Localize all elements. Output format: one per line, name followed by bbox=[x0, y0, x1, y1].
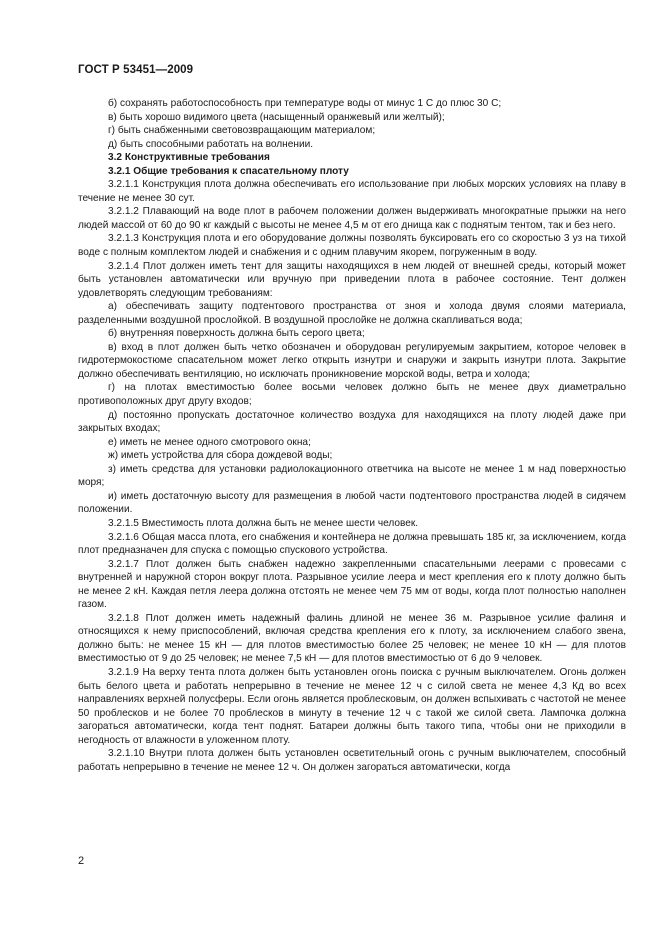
paragraph: 3.2.1.2 Плавающий на воде плот в рабочем положении должен выдерживать многократные прыжки на него людей массой от 60 до 90 кг каждый с высоты не менее 4,5 м от его днища как с поднятым тентом, так и без него. bbox=[78, 206, 626, 231]
document-header: ГОСТ Р 53451—2009 bbox=[78, 64, 194, 76]
paragraph: в) быть хорошо видимого цвета (насыщенный оранжевый или желтый); bbox=[108, 111, 445, 123]
paragraph: 3.2.1.4 Плот должен иметь тент для защиты находящихся в нем людей от внешней среды, который может быть установлен автоматически или вручную при приведении плота в рабочее состояние. Тент должен удовлетворять следующим требованиям: bbox=[78, 260, 626, 299]
paragraph: в) вход в плот должен быть четко обозначен и оборудован регулируемым закрытием, которое человек в гидротермокостюме спасательном может легко открыть изнутри и снаружи и закрыть изнутри плота. Закрытие должно обеспечивать вентиляцию, но исключать проникновение морской воды, ветра и холода; bbox=[78, 341, 626, 380]
paragraph: з) иметь средства для установки радиолокационного ответчика на высоте не менее 1 м над поверхностью моря; bbox=[78, 463, 626, 489]
subsection-heading: 3.2.1 Общие требования к спасательному плоту bbox=[108, 165, 349, 177]
paragraph: 3.2.1.9 На верху тента плота должен быть установлен огонь поиска с ручным выключателем. Огонь должен быть белого цвета и работать непрерывно в течение не менее 12 ч с силой света не менее 4,3 Кд во всех направлениях верхней полусферы. Если огонь является проблесковым, он должен вспыхивать с частотой не менее 50 проблесков и не более 70 проблесков в минуту в течение 12 ч с такой же силой света. Лампочка должна загораться автоматически, когда тент поднят. Батареи должны быть такого типа, чтобы они не приходили в негодность от влажности в уложенном плоту. bbox=[78, 666, 626, 746]
paragraph: 3.2.1.8 Плот должен иметь надежный фалинь длиной не менее 36 м. Разрывное усилие фалиня и относящихся к нему приспособлений, включая средства крепления его к плоту, за исключением слабого звена, должно быть: не менее 15 кН — для плотов вместимостью более 25 человек; не менее 10 кН — для плотов вместимостью от 9 до 25 человек; не менее 7,5 кН — для плотов вместимостью от 6 до 9 человек. bbox=[78, 612, 626, 665]
paragraph: б) сохранять работоспособность при температуре воды от минус 1 С до плюс 30 С; bbox=[108, 98, 502, 109]
paragraph: а) обеспечивать защиту подтентового пространства от зноя и холода двумя слоями материала, разделенными воздушной прослойкой. В воздушной прослойке не должна скапливаться вода; bbox=[78, 301, 626, 326]
paragraph: и) иметь достаточную высоту для размещения в любой части подтентового пространства людей в сидячем положении. bbox=[78, 490, 626, 516]
paragraph: г) быть снабженными световозвращающим материалом; bbox=[108, 125, 376, 137]
page-number: 2 bbox=[78, 855, 85, 867]
paragraph: б) внутренняя поверхность должна быть серого цвета; bbox=[108, 328, 365, 340]
paragraph: д) быть способными работать на волнении. bbox=[108, 138, 314, 150]
paragraph: д) постоянно пропускать достаточное количество воздуха для находящихся на плоту людей даже при закрытых входах; bbox=[78, 409, 626, 435]
paragraph: 3.2.1.1 Конструкция плота должна обеспечивать его использование при любых морских условиях на плаву в течение не менее 30 сут. bbox=[78, 179, 626, 204]
paragraph: е) иметь не менее одного смотрового окна; bbox=[108, 436, 311, 448]
document-body bbox=[78, 97, 626, 774]
paragraph: 3.2.1.7 Плот должен быть снабжен надежно закрепленными спасательными леерами с провесами с внутренней и наружной сторон вокруг плота. Разрывное усилие леера и мест крепления его к плоту должно быть не менее 2 кН. Каждая петля леера должна отстоять не менее чем 75 мм от воды, когда плот полностью наполнен газом. bbox=[78, 558, 626, 611]
paragraph: 3.2.1.10 Внутри плота должен быть установлен осветительный огонь с ручным выключателем, способный работать непрерывно в течение не менее 12 ч. Он должен загораться автоматически, когда bbox=[78, 748, 626, 773]
section-heading: 3.2 Конструктивные требования bbox=[108, 152, 270, 164]
paragraph: ж) иметь устройства для сбора дождевой воды; bbox=[108, 450, 333, 462]
paragraph: 3.2.1.6 Общая масса плота, его снабжения и контейнера не должна превышать 185 кг, за исключением, когда плот предназначен для спуска с помощью спускового устройства. bbox=[78, 531, 626, 557]
paragraph: 3.2.1.5 Вместимость плота должна быть не менее шести человек. bbox=[108, 517, 419, 529]
paragraph: г) на плотах вместимостью более восьми человек должно быть не менее двух диаметрально противоположных друг другу входов; bbox=[78, 382, 626, 408]
paragraph: 3.2.1.3 Конструкция плота и его оборудование должны позволять буксировать его со скоростью 3 уз на тихой воде с полным комплектом людей и снабжения и с одним плавучим якорем, погруженным в воду. bbox=[78, 233, 626, 259]
